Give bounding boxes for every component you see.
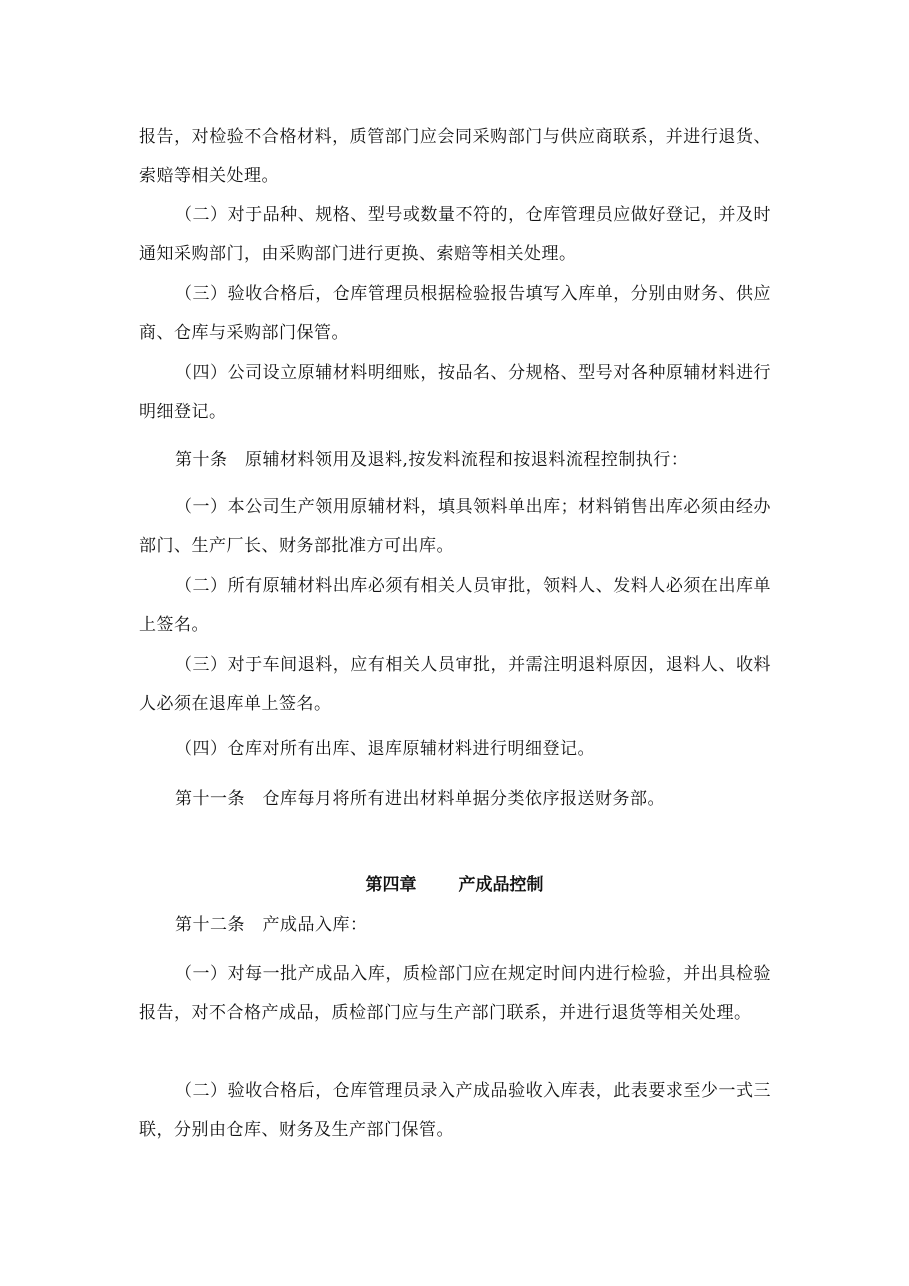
paragraph-item-3-acceptance: （三）验收合格后，仓库管理员根据检验报告填写入库单，分别由财务、供应商、仓库与采购部门保管。 [139,284,771,343]
paragraph-article-10-item-1: （一）本公司生产领用原辅材料，填具领料单出库；材料销售出库必须由经办部门、生产厂长、财务部批准方可出库。 [139,497,771,556]
paragraph-article-10-item-2: （二）所有原辅材料出库必须有相关人员审批，领料人、发料人必须在出库单上签名。 [139,576,771,635]
chapter-heading [0,870,909,895]
paragraph-article-12-item-2: （二）验收合格后，仓库管理员录入产成品验收入库表，此表要求至少一式三联，分别由仓库、财务及生产部门保管。 [139,1081,771,1140]
paragraph-inspection-report: 报告，对检验不合格材料，质管部门应会同采购部门与供应商联系，并进行退货、索赔等相关处理。 [139,127,771,186]
chapter-title: 产成品控制 [458,875,544,895]
paragraph-article-10-item-4: （四）仓库对所有出库、退库原辅材料进行明细登记。 [175,739,595,759]
article-11: 第十一条 仓库每月将所有进出材料单据分类依序报送财务部。 [175,789,665,809]
paragraph-item-2-mismatch: （二）对于品种、规格、型号或数量不符的，仓库管理员应做好登记，并及时通知采购部门，由采购部门进行更换、索赔等相关处理。 [139,205,771,264]
paragraph-article-12-item-1: （一）对每一批产成品入库，质检部门应在规定时间内进行检验，并出具检验报告，对不合格产成品，质检部门应与生产部门联系，并进行退货等相关处理。 [139,964,771,1023]
paragraph-article-10-item-3: （三）对于车间退料，应有相关人员审批，并需注明退料原因，退料人、收料人必须在退库单上签名。 [139,655,771,714]
article-10: 第十条 原辅材料领用及退料,按发料流程和按退料流程控制执行： [175,450,689,470]
article-12: 第十二条 产成品入库： [175,915,368,935]
paragraph-item-4-ledger: （四）公司设立原辅材料明细账，按品名、分规格、型号对各种原辅材料进行明细登记。 [139,363,771,422]
chapter-number: 第四章 [365,875,417,895]
